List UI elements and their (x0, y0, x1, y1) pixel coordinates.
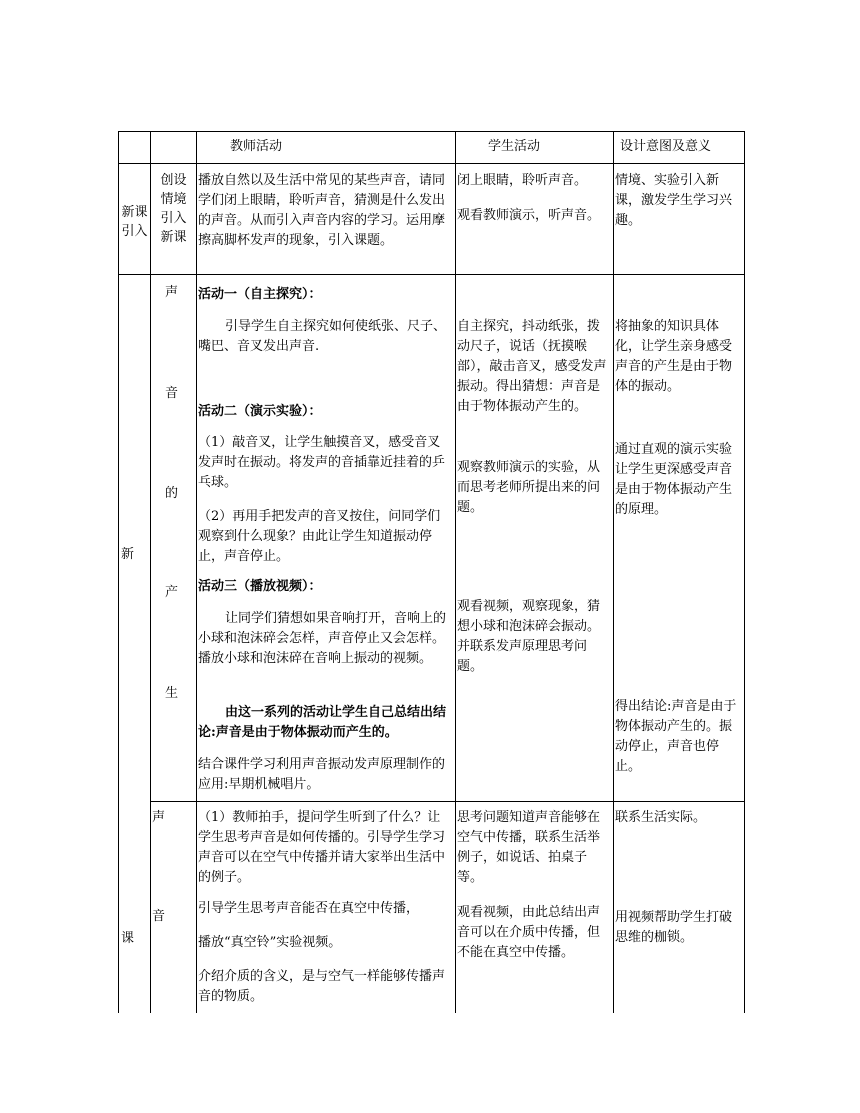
propagation-stage-char: 声 (152, 810, 166, 825)
table-rule (118, 274, 745, 275)
activity-3-title: 活动三（播放视频）： (198, 579, 322, 594)
production-stage-char: 声 (165, 285, 179, 300)
propagation-step-4: 介绍介质的含义，是与空气一样能够传播声音的物质。 (198, 969, 446, 1004)
production-stage-char: 生 (165, 686, 179, 701)
table-rule (150, 131, 151, 1013)
activity-3-body: 让同学们猜想如果音响打开，音响上的小球和泡沫碎会怎样，声音停止又会怎样。播放小球和泡沫碎在音响上振动的视频。 (198, 611, 447, 666)
table-rule (455, 131, 456, 1013)
header-student: 学生活动 (488, 139, 541, 154)
application-text: 结合课件学习利用声音振动发声原理制作的应用:早期机械唱片。 (198, 757, 446, 792)
header-teacher: 教师活动 (230, 139, 283, 154)
new-lesson-category-2: 课 (121, 931, 135, 946)
activity-2-student: 观察教师演示的实验，从而思考老师所提出来的问题。 (457, 460, 601, 515)
table-rule (118, 131, 745, 132)
propagation-stage-char: 音 (152, 909, 166, 924)
table-rule (196, 131, 197, 1013)
conclusion-text: 由这一系列的活动让学生自己总结出结论:声音是由于物体振动而产生的。 (198, 705, 447, 740)
activity-2-step-2: （2）再用手把发声的音叉按住，问同学们观察到什么现象？由此让学生知道振动停止，声音停止。 (198, 509, 441, 564)
activity-3-student: 观看视频，观察现象，猜想小球和泡沫碎会振动。并联系发声原理思考问题。 (457, 599, 601, 674)
table-rule (150, 801, 745, 802)
activity-1-body: 引导学生自主探究如何使纸张、尺子、嘴巴、音叉发出声音. (198, 319, 447, 354)
table-rule (118, 163, 745, 164)
propagation-student-2: 观看视频，由此总结出声音可以在介质中传播，但不能在真空中传播。 (457, 905, 601, 960)
intro-student-1: 闭上眼睛，聆听声音。 (457, 173, 588, 188)
activity-2-design: 通过直观的演示实验让学生更深感受声音是由于物体振动产生的原理。 (615, 442, 733, 517)
propagation-design-2: 用视频帮助学生打破思维的枷锁。 (615, 910, 733, 945)
activity-1-design: 将抽象的知识具体化，让学生亲身感受声音的产生是由于物体的振动。 (615, 319, 733, 394)
propagation-step-1: （1）教师拍手，提问学生听到了什么？让学生思考声音是如何传播的。引导学生学习声音可以在空气中传播并请大家举出生活中的例子。 (198, 810, 446, 885)
intro-design: 情境、实验引入新课，激发学生学习兴趣。 (615, 173, 733, 228)
table-rule (118, 131, 119, 1013)
lesson-plan-table (118, 131, 745, 1013)
intro-teacher: 播放自然以及生活中常见的某些声音，请同学们闭上眼睛，聆听声音，猜测是什么发出的声音。从而引入声音内容的学习。运用摩擦高脚杯发声的现象，引入课题。 (198, 173, 446, 248)
intro-student-2: 观看教师演示，听声音。 (457, 208, 601, 223)
intro-category: 新课 引入 (121, 205, 148, 239)
activity-2-title: 活动二（演示实验）： (198, 404, 322, 419)
production-stage-char: 的 (165, 486, 179, 501)
production-stage-char: 音 (165, 386, 179, 401)
table-rule (744, 131, 745, 1013)
activity-1-title: 活动一（自主探究）： (198, 287, 322, 302)
propagation-design-1: 联系生活实际。 (615, 810, 707, 825)
propagation-step-2: 引导学生思考声音能否在真空中传播， (198, 901, 420, 916)
activity-1-student: 自主探究，抖动纸张，拨动尺子，说话（抚摸喉部），敲击音叉，感受发声振动。得出猜想：声音是由于物体振动产生的。 (457, 319, 607, 414)
propagation-student-1: 思考问题知道声音能够在空气中传播，联系生活举例子，如说话、拍桌子等。 (457, 810, 601, 885)
new-lesson-category-1: 新 (121, 547, 135, 562)
propagation-step-3: 播放“真空铃”实验视频。 (198, 935, 342, 950)
activity-2-step-1: （1）敲音叉，让学生触摸音叉，感受音叉发声时在振动。将发声的音插靠近挂着的乒乓球。 (198, 435, 446, 490)
production-stage-char: 产 (165, 585, 179, 600)
conclusion-design: 得出结论:声音是由于物体振动产生的。振动停止，声音也停止。 (615, 699, 737, 774)
header-design: 设计意图及意义 (620, 139, 712, 154)
table-rule (613, 131, 614, 1013)
intro-stage: 创设 情境 引入 新课 (160, 173, 187, 245)
